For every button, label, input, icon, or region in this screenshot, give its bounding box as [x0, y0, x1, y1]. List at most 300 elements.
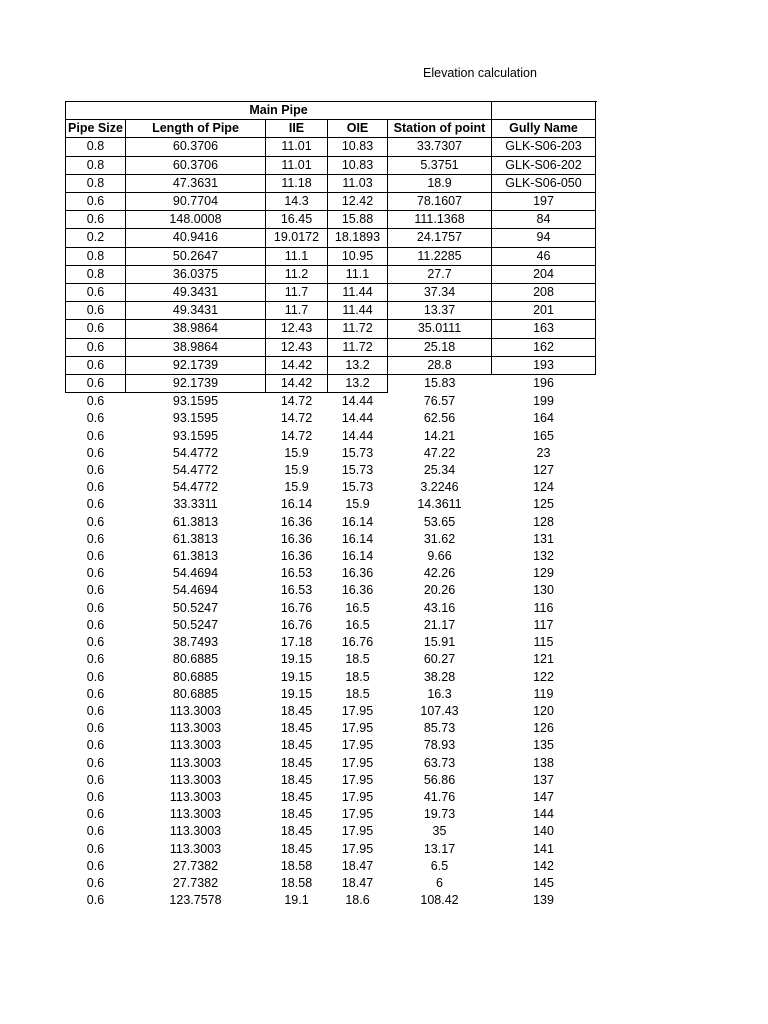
cell-pipe-size: 0.6 — [86, 738, 105, 753]
table-row — [66, 669, 596, 686]
cell-pipe-size: 0.6 — [66, 211, 126, 229]
cell-gully-name: 115 — [533, 635, 554, 650]
column-header-length-of-pipe: Length of Pipe — [126, 120, 266, 138]
cell-pipe-size: 0.6 — [86, 875, 105, 890]
column-header-pipe-size: Pipe Size — [66, 120, 126, 138]
cell-oie: 17.95 — [341, 772, 374, 787]
cell-gully-name: 208 — [492, 284, 596, 302]
cell-iie: 12.43 — [266, 338, 328, 356]
cell-station-of-point: 14.3611 — [417, 497, 462, 512]
table-row — [66, 789, 596, 806]
cell-gully-name: 117 — [533, 617, 554, 632]
cell-iie: 15.9 — [284, 463, 309, 478]
cell-station-of-point: 3.2246 — [420, 480, 459, 495]
cell-length-of-pipe: 113.3003 — [169, 703, 222, 718]
cell-pipe-size: 0.6 — [86, 893, 105, 908]
table-row — [66, 479, 596, 496]
cell-oie: 10.83 — [328, 156, 388, 174]
cell-station-of-point: 25.34 — [423, 463, 456, 478]
cell-pipe-size: 0.8 — [66, 138, 126, 156]
cell-length-of-pipe: 93.1595 — [172, 394, 219, 409]
cell-pipe-size: 0.6 — [66, 338, 126, 356]
table-row — [66, 892, 596, 909]
cell-iie: 16.36 — [280, 531, 313, 546]
table-row — [66, 703, 596, 720]
cell-iie: 11.1 — [266, 247, 328, 265]
cell-pipe-size: 0.6 — [86, 807, 105, 822]
cell-iie: 16.53 — [280, 583, 313, 598]
table-row — [66, 338, 596, 356]
cell-oie: 11.1 — [328, 265, 388, 283]
cell-oie: 14.44 — [341, 394, 374, 409]
table-row — [66, 686, 596, 703]
cell-oie: 16.14 — [341, 514, 374, 529]
cell-pipe-size: 0.6 — [66, 320, 126, 338]
column-header-iie: IIE — [266, 120, 328, 138]
cell-iie: 11.01 — [266, 156, 328, 174]
cell-pipe-size: 0.6 — [66, 356, 126, 374]
cell-length-of-pipe: 54.4694 — [172, 566, 219, 581]
cell-oie: 11.03 — [328, 174, 388, 192]
cell-iie: 11.18 — [266, 174, 328, 192]
cell-pipe-size: 0.6 — [66, 302, 126, 320]
cell-length-of-pipe: 93.1595 — [172, 428, 219, 443]
cell-oie: 17.95 — [341, 841, 374, 856]
cell-station-of-point: 13.37 — [388, 302, 492, 320]
cell-gully-name: 138 — [533, 755, 554, 770]
cell-length-of-pipe: 61.3813 — [172, 531, 219, 546]
cell-gully-name: 124 — [533, 480, 554, 495]
cell-iie: 19.15 — [280, 652, 313, 667]
cell-pipe-size: 0.8 — [66, 174, 126, 192]
cell-length-of-pipe: 38.9864 — [126, 320, 266, 338]
cell-length-of-pipe: 113.3003 — [169, 772, 222, 787]
cell-gully-name: 142 — [533, 858, 554, 873]
cell-oie: 15.9 — [345, 497, 370, 512]
cell-iie: 19.0172 — [266, 229, 328, 247]
cell-oie: 12.42 — [328, 193, 388, 211]
cell-oie: 17.95 — [341, 703, 374, 718]
cell-iie: 18.45 — [280, 789, 313, 804]
cell-oie: 18.5 — [345, 652, 370, 667]
cell-gully-name: 140 — [533, 824, 554, 839]
cell-oie: 17.95 — [341, 789, 374, 804]
cell-station-of-point: 47.22 — [423, 445, 456, 460]
cell-station-of-point: 76.57 — [423, 394, 456, 408]
cell-iie: 14.72 — [280, 394, 313, 409]
elevation-table — [65, 101, 596, 909]
cell-iie: 14.42 — [266, 375, 328, 393]
table-row — [66, 284, 596, 302]
cell-oie: 11.72 — [328, 320, 388, 338]
cell-length-of-pipe: 113.3003 — [169, 755, 222, 770]
table-row — [66, 651, 596, 668]
cell-station-of-point: 62.56 — [423, 411, 456, 426]
cell-length-of-pipe: 47.3631 — [126, 174, 266, 192]
cell-gully-name: 132 — [533, 549, 554, 564]
table-row — [66, 462, 596, 479]
cell-pipe-size: 0.6 — [86, 617, 105, 632]
cell-oie: 14.44 — [341, 428, 374, 443]
cell-station-of-point: 20.26 — [423, 583, 456, 598]
cell-pipe-size: 0.6 — [86, 858, 105, 873]
cell-station-of-point: 108.42 — [420, 893, 459, 908]
table-row — [66, 211, 596, 229]
cell-station-of-point: 107.43 — [420, 703, 459, 718]
table-row — [66, 265, 596, 283]
cell-pipe-size: 0.6 — [66, 375, 126, 393]
page-title: Elevation calculation — [423, 66, 537, 80]
column-header-oie: OIE — [328, 120, 388, 138]
table-row — [66, 582, 596, 599]
table-row — [66, 531, 596, 548]
cell-length-of-pipe: 54.4694 — [172, 583, 219, 598]
cell-gully-name: 165 — [533, 428, 554, 443]
cell-oie: 16.5 — [345, 617, 370, 632]
cell-length-of-pipe: 93.1595 — [172, 411, 219, 426]
table-row — [66, 548, 596, 565]
cell-iie: 19.15 — [280, 686, 313, 701]
cell-iie: 14.3 — [266, 193, 328, 211]
cell-gully-name: 127 — [533, 463, 554, 478]
cell-length-of-pipe: 27.7382 — [172, 858, 219, 873]
cell-iie: 11.7 — [266, 284, 328, 302]
cell-station-of-point: 14.21 — [423, 428, 456, 443]
cell-iie: 14.42 — [266, 356, 328, 374]
cell-iie: 11.01 — [266, 138, 328, 156]
cell-gully-name: 201 — [492, 302, 596, 320]
cell-iie: 16.14 — [280, 497, 313, 512]
cell-gully-name: 94 — [492, 229, 596, 247]
cell-oie: 15.73 — [341, 480, 374, 495]
table-row — [66, 247, 596, 265]
cell-pipe-size: 0.6 — [86, 549, 105, 564]
cell-length-of-pipe: 113.3003 — [169, 738, 222, 753]
cell-gully-name: 141 — [533, 841, 554, 856]
cell-oie: 17.95 — [341, 807, 374, 822]
header-extension-line — [595, 101, 597, 102]
cell-station-of-point: 85.73 — [423, 721, 456, 736]
cell-pipe-size: 0.6 — [66, 193, 126, 211]
cell-length-of-pipe: 113.3003 — [169, 824, 222, 839]
cell-oie: 17.95 — [341, 824, 374, 839]
cell-pipe-size: 0.6 — [86, 841, 105, 856]
cell-length-of-pipe: 54.4772 — [172, 445, 219, 460]
cell-station-of-point: 15.91 — [423, 635, 456, 650]
table-row — [66, 565, 596, 582]
table-row — [66, 755, 596, 772]
cell-length-of-pipe: 27.7382 — [172, 875, 219, 890]
cell-gully-name: GLK-S06-203 — [492, 138, 596, 156]
cell-station-of-point: 18.9 — [388, 174, 492, 192]
cell-pipe-size: 0.6 — [86, 789, 105, 804]
cell-station-of-point: 56.86 — [423, 772, 456, 787]
cell-pipe-size: 0.6 — [86, 755, 105, 770]
cell-gully-name: 199 — [533, 394, 554, 408]
cell-length-of-pipe: 60.3706 — [126, 138, 266, 156]
cell-oie: 17.95 — [341, 721, 374, 736]
cell-gully-name: 23 — [536, 445, 551, 460]
cell-pipe-size: 0.6 — [66, 284, 126, 302]
cell-gully-name: 121 — [533, 652, 554, 667]
cell-iie: 16.76 — [280, 600, 313, 615]
cell-gully-name: 204 — [492, 265, 596, 283]
cell-length-of-pipe: 50.2647 — [126, 247, 266, 265]
cell-oie: 11.72 — [328, 338, 388, 356]
cell-oie: 16.36 — [341, 583, 374, 598]
cell-pipe-size: 0.6 — [86, 428, 105, 443]
cell-oie: 16.14 — [341, 531, 374, 546]
cell-iie: 19.1 — [284, 893, 309, 908]
cell-gully-name: 144 — [533, 807, 554, 822]
cell-oie: 11.44 — [328, 284, 388, 302]
cell-station-of-point: 33.7307 — [388, 138, 492, 156]
cell-gully-name: 196 — [492, 375, 596, 393]
cell-gully-name: GLK-S06-050 — [492, 174, 596, 192]
cell-pipe-size: 0.6 — [86, 531, 105, 546]
cell-station-of-point: 60.27 — [423, 652, 456, 667]
cell-oie: 18.5 — [345, 686, 370, 701]
cell-gully-name: 137 — [533, 772, 554, 787]
cell-gully-name: 130 — [533, 583, 554, 598]
cell-iie: 14.72 — [280, 428, 313, 443]
cell-pipe-size: 0.6 — [86, 703, 105, 718]
cell-length-of-pipe: 50.5247 — [172, 600, 219, 615]
cell-gully-name: 163 — [492, 320, 596, 338]
table-row — [66, 737, 596, 754]
cell-length-of-pipe: 49.3431 — [126, 284, 266, 302]
cell-length-of-pipe: 113.3003 — [169, 807, 222, 822]
table-row — [66, 496, 596, 513]
cell-gully-name: 126 — [533, 721, 554, 736]
cell-gully-name: 46 — [492, 247, 596, 265]
cell-oie: 16.14 — [341, 549, 374, 564]
cell-oie: 14.44 — [341, 411, 374, 426]
cell-oie: 11.44 — [328, 302, 388, 320]
cell-station-of-point: 43.16 — [423, 600, 456, 615]
cell-station-of-point: 38.28 — [423, 669, 456, 684]
group-header-row — [66, 102, 596, 120]
cell-pipe-size: 0.8 — [66, 247, 126, 265]
cell-pipe-size: 0.6 — [86, 566, 105, 581]
cell-pipe-size: 0.6 — [86, 514, 105, 529]
cell-station-of-point: 28.8 — [388, 356, 492, 374]
cell-gully-name: 164 — [533, 411, 554, 426]
cell-pipe-size: 0.6 — [86, 824, 105, 839]
cell-station-of-point: 41.76 — [423, 789, 456, 804]
cell-iie: 18.45 — [280, 807, 313, 822]
cell-oie: 10.95 — [328, 247, 388, 265]
cell-length-of-pipe: 50.5247 — [172, 617, 219, 632]
cell-gully-name: 135 — [533, 738, 554, 753]
cell-gully-name: 128 — [533, 514, 554, 529]
cell-iie: 11.7 — [266, 302, 328, 320]
cell-station-of-point: 35 — [432, 824, 447, 839]
cell-length-of-pipe: 54.4772 — [172, 480, 219, 495]
table-row — [66, 138, 596, 156]
cell-oie: 18.1893 — [328, 229, 388, 247]
cell-oie: 13.2 — [328, 375, 388, 393]
cell-station-of-point: 78.1607 — [388, 193, 492, 211]
cell-pipe-size: 0.6 — [86, 394, 105, 409]
cell-length-of-pipe: 61.3813 — [172, 514, 219, 529]
cell-length-of-pipe: 61.3813 — [172, 549, 219, 564]
column-header-station-of-point: Station of point — [388, 120, 492, 138]
cell-length-of-pipe: 38.7493 — [172, 635, 219, 650]
cell-iie: 15.9 — [284, 480, 309, 495]
cell-pipe-size: 0.6 — [86, 583, 105, 598]
table-row — [66, 156, 596, 174]
table-row — [66, 823, 596, 840]
cell-station-of-point: 6 — [436, 875, 443, 890]
cell-oie: 15.73 — [341, 445, 374, 460]
cell-oie: 10.83 — [328, 138, 388, 156]
cell-pipe-size: 0.8 — [66, 156, 126, 174]
cell-gully-name: 139 — [533, 893, 554, 908]
cell-pipe-size: 0.6 — [86, 497, 105, 512]
table-row — [66, 428, 596, 445]
cell-pipe-size: 0.2 — [66, 229, 126, 247]
cell-station-of-point: 9.66 — [427, 549, 452, 564]
cell-length-of-pipe: 113.3003 — [169, 841, 222, 856]
group-header-main-pipe: Main Pipe — [66, 102, 492, 120]
table-row — [66, 302, 596, 320]
cell-gully-name: GLK-S06-202 — [492, 156, 596, 174]
cell-station-of-point: 111.1368 — [388, 211, 492, 229]
cell-gully-name: 116 — [533, 600, 554, 615]
table-row — [66, 720, 596, 737]
cell-iie: 16.45 — [266, 211, 328, 229]
cell-pipe-size: 0.6 — [86, 686, 105, 701]
cell-station-of-point: 78.93 — [423, 738, 456, 753]
cell-station-of-point: 19.73 — [423, 807, 456, 822]
cell-station-of-point: 16.3 — [427, 686, 452, 701]
cell-iie: 16.76 — [280, 617, 313, 632]
cell-station-of-point: 63.73 — [423, 755, 456, 770]
cell-length-of-pipe: 38.9864 — [126, 338, 266, 356]
cell-oie: 18.5 — [345, 669, 370, 684]
cell-gully-name: 147 — [533, 789, 554, 804]
cell-oie: 15.73 — [341, 463, 374, 478]
cell-iie: 18.45 — [280, 841, 313, 856]
cell-station-of-point: 42.26 — [423, 566, 456, 581]
cell-length-of-pipe: 123.7578 — [169, 893, 222, 908]
table-row — [66, 875, 596, 892]
cell-length-of-pipe: 36.0375 — [126, 265, 266, 283]
cell-pipe-size: 0.6 — [86, 445, 105, 460]
group-header-gully-blank — [492, 102, 596, 120]
table-row — [66, 410, 596, 427]
column-header-row — [66, 120, 596, 138]
cell-oie: 17.95 — [341, 755, 374, 770]
cell-station-of-point: 15.83 — [388, 375, 492, 393]
cell-iie: 18.45 — [280, 824, 313, 839]
cell-length-of-pipe: 148.0008 — [126, 211, 266, 229]
cell-pipe-size: 0.6 — [86, 652, 105, 667]
cell-oie: 16.5 — [345, 600, 370, 615]
cell-pipe-size: 0.6 — [86, 411, 105, 426]
cell-iie: 17.18 — [280, 635, 313, 650]
cell-gully-name: 193 — [492, 356, 596, 374]
cell-length-of-pipe: 40.9416 — [126, 229, 266, 247]
cell-length-of-pipe: 90.7704 — [126, 193, 266, 211]
cell-iie: 16.36 — [280, 549, 313, 564]
table-row — [66, 634, 596, 651]
cell-iie: 18.58 — [280, 858, 313, 873]
cell-pipe-size: 0.8 — [66, 265, 126, 283]
cell-length-of-pipe: 33.3311 — [173, 497, 218, 512]
table-row — [66, 772, 596, 789]
cell-station-of-point: 21.17 — [423, 617, 456, 632]
cell-length-of-pipe: 49.3431 — [126, 302, 266, 320]
cell-station-of-point: 25.18 — [388, 338, 492, 356]
table-row — [66, 841, 596, 858]
cell-iie: 14.72 — [280, 411, 313, 426]
table-row — [66, 229, 596, 247]
cell-station-of-point: 31.62 — [423, 531, 456, 546]
cell-oie: 18.47 — [341, 875, 374, 890]
cell-gully-name: 119 — [533, 686, 554, 701]
cell-length-of-pipe: 113.3003 — [169, 721, 222, 736]
cell-pipe-size: 0.6 — [86, 600, 105, 615]
cell-iie: 16.53 — [280, 566, 313, 581]
cell-station-of-point: 13.17 — [423, 841, 456, 856]
table-row — [66, 806, 596, 823]
cell-station-of-point: 37.34 — [388, 284, 492, 302]
cell-oie: 13.2 — [328, 356, 388, 374]
cell-iie: 16.36 — [280, 514, 313, 529]
cell-length-of-pipe: 54.4772 — [172, 463, 219, 478]
cell-oie: 17.95 — [341, 738, 374, 753]
cell-length-of-pipe: 92.1739 — [126, 356, 266, 374]
cell-pipe-size: 0.6 — [86, 480, 105, 495]
cell-gully-name: 162 — [492, 338, 596, 356]
cell-gully-name: 145 — [533, 875, 554, 890]
cell-oie: 16.36 — [341, 566, 374, 581]
cell-station-of-point: 6.5 — [430, 858, 449, 873]
cell-gully-name: 125 — [533, 497, 554, 512]
cell-iie: 18.45 — [280, 703, 313, 718]
table-row — [66, 320, 596, 338]
column-header-gully-name: Gully Name — [492, 120, 596, 138]
cell-length-of-pipe: 92.1739 — [126, 375, 266, 393]
table-row — [66, 617, 596, 634]
table-row — [66, 600, 596, 617]
cell-length-of-pipe: 80.6885 — [172, 652, 219, 667]
cell-gully-name: 120 — [533, 703, 554, 718]
cell-gully-name: 197 — [492, 193, 596, 211]
cell-iie: 15.9 — [284, 445, 309, 460]
table-row — [66, 514, 596, 531]
cell-iie: 18.45 — [280, 755, 313, 770]
cell-gully-name: 131 — [533, 531, 554, 546]
cell-gully-name: 122 — [533, 669, 554, 684]
cell-iie: 18.58 — [280, 875, 313, 890]
cell-station-of-point: 11.2285 — [388, 247, 492, 265]
cell-length-of-pipe: 80.6885 — [172, 686, 219, 701]
cell-oie: 18.47 — [341, 858, 374, 873]
table-row — [66, 445, 596, 462]
cell-oie: 18.6 — [345, 893, 370, 908]
cell-length-of-pipe: 113.3003 — [169, 789, 222, 804]
cell-oie: 16.76 — [341, 635, 374, 650]
cell-pipe-size: 0.6 — [86, 635, 105, 650]
table-row — [66, 174, 596, 192]
cell-gully-name: 129 — [533, 566, 554, 581]
cell-pipe-size: 0.6 — [86, 463, 105, 478]
cell-station-of-point: 27.7 — [388, 265, 492, 283]
table-row — [66, 375, 596, 393]
